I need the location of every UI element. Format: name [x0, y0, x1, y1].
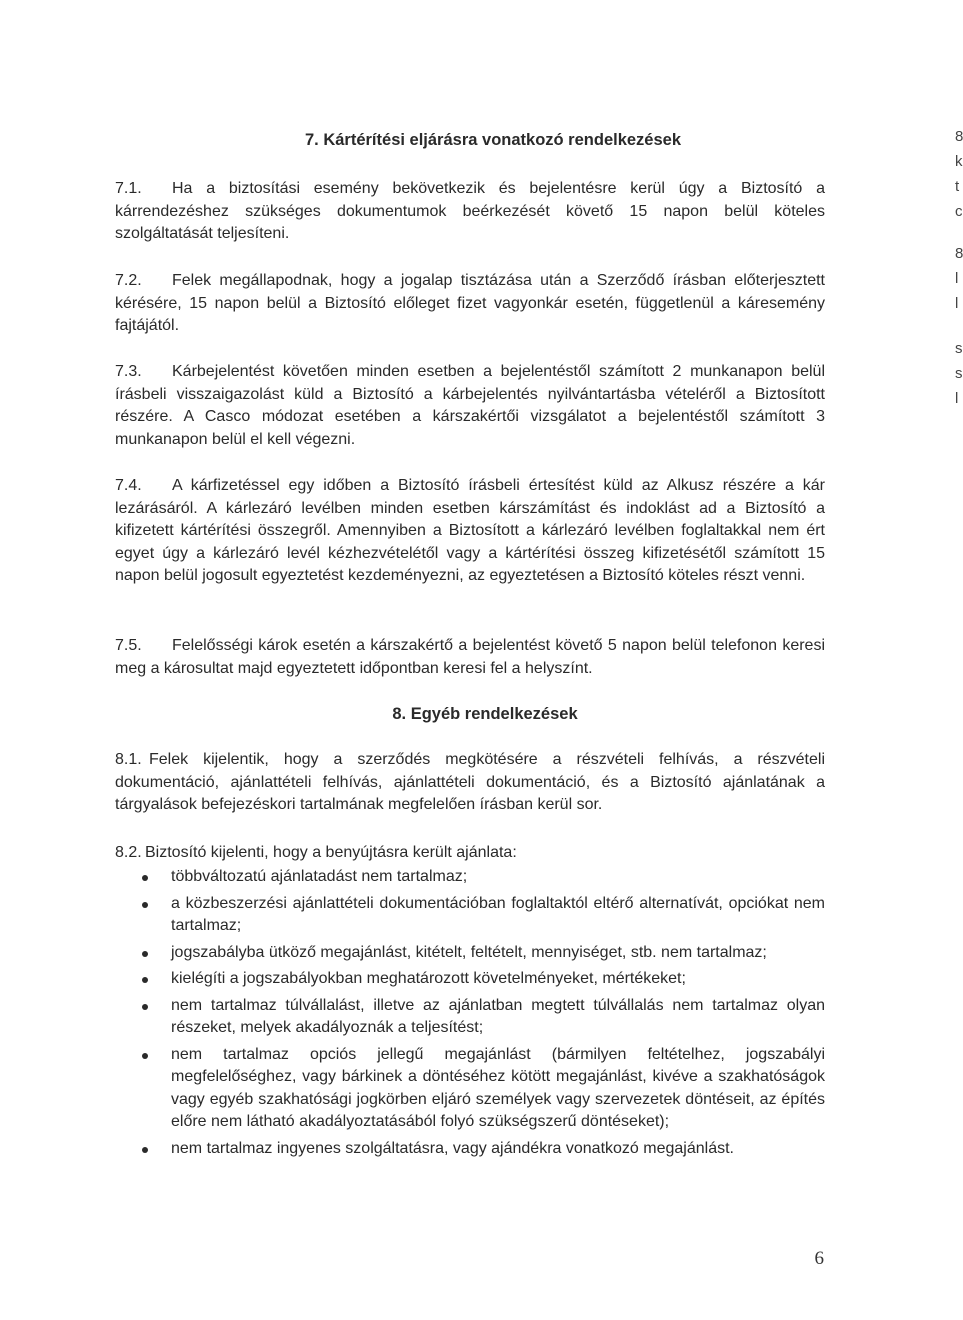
offer-conditions-list — [115, 866, 825, 1164]
bleed-letter: c — [955, 203, 963, 220]
list-item: nem tartalmaz opciós jellegű megajánlást (bármilyen feltételhez, jogszabályi megfelelőséghez, vagy bárkinek a döntéséhez kötött megajánlást, kivéve a szakhatóságok vagy egyéb szakhatósági jogkörben eljáró személyek vagy szervezetek döntéseit, az építés előre nem látható akadályoztatásából folyó szükségszerű döntéseket); — [115, 1044, 825, 1134]
bleed-letter: 8 — [955, 128, 963, 145]
bleed-letter: t — [955, 178, 960, 195]
bleed-letter: k — [955, 153, 963, 170]
bleed-letter: s — [955, 365, 963, 382]
paragraph-8-1 — [115, 749, 825, 817]
paragraph-text: A kárfizetéssel egy időben a Biztosító írásbeli értesítést küld az Alkusz részére a kár lezárásáról. A kárlezáró levélben minden esetben kárszámítást és indoklást ad a Biztosító a kifizetett kártérítési összegről. Amennyiben a Biztosított a kárlezáró levélben foglaltakkal nem ért egyet úgy a kárlezáró levél kézhezvételétől vagy a kártérítési összeg kifizetésétől számított 15 napon belül jogosult egyeztetést kezdeményezni, az egyeztetésen a Biztosító köteles részt venni. — [115, 477, 825, 584]
list-item: nem tartalmaz túlvállalást, illetve az ajánlatban megtett túlvállalás nem tartalmaz olyan részeket, melyek akadályoznák a teljesítést; — [115, 995, 825, 1040]
list-item: többváltozatú ajánlatadást nem tartalmaz; — [115, 866, 825, 889]
paragraph-number: 7.4. — [115, 477, 142, 494]
paragraph-number: 8.1. — [115, 751, 142, 768]
paragraph-7-3 — [115, 361, 825, 451]
bleed-letter: l — [955, 390, 959, 407]
list-item: kielégíti a jogszabályokban meghatározott követelményeket, mértékeket; — [115, 968, 825, 991]
paragraph-8-2 — [115, 842, 825, 865]
paragraph-7-2 — [115, 270, 825, 338]
section-8-title: 8. Egyéb rendelkezések — [392, 705, 578, 723]
list-item: nem tartalmaz ingyenes szolgáltatásra, vagy ajándékra vonatkozó megajánlást. — [115, 1138, 825, 1161]
bleed-letter: 8 — [955, 245, 963, 262]
page-number: 6 — [814, 1248, 824, 1269]
bleed-letter: s — [955, 340, 963, 357]
section-7-title: 7. Kártérítési eljárásra vonatkozó rendelkezések — [304, 131, 682, 149]
paragraph-text: Kárbejelentést követően minden esetben a bejelentéstől számított 2 munkanapon belül írásbeli visszaigazolást küld a Biztosító a kárbejelentés nyilvántartásba vételéről a Biztosított részére. A Casco módozat esetében a kárszakértői vizsgálatot a bejelentéstől számított 3 munkanapon belül el kell végezni. — [115, 363, 825, 448]
paragraph-7-4 — [115, 475, 825, 588]
paragraph-number: 7.5. — [115, 637, 142, 654]
paragraph-number: 8.2. — [115, 844, 142, 861]
paragraph-text: Felek kijelentik, hogy a szerződés megkötésére a részvételi felhívás, a részvételi dokumentáció, ajánlattételi felhívás, ajánlattételi dokumentáció, és a Biztosító ajánlatának a tárgyalások befejezéskori tartalmának megfelelően írásban kerül sor. — [115, 751, 825, 813]
bleed-letter: l — [955, 270, 959, 287]
paragraph-7-5 — [115, 635, 825, 680]
paragraph-text: Biztosító kijelenti, hogy a benyújtásra került ajánlata: — [145, 844, 517, 861]
paragraph-7-1 — [115, 178, 825, 246]
paragraph-number: 7.3. — [115, 363, 142, 380]
paragraph-number: 7.1. — [115, 180, 142, 197]
paragraph-number: 7.2. — [115, 272, 142, 289]
list-item: a közbeszerzési ajánlattételi dokumentációban foglaltaktól eltérő alternatívát, opciókat nem tartalmaz; — [115, 893, 825, 938]
list-item: jogszabályba ütköző megajánlást, kitételt, feltételt, mennyiséget, stb. nem tartalmaz; — [115, 942, 825, 965]
paragraph-text: Felek megállapodnak, hogy a jogalap tisztázása után a Szerződő írásban előterjesztett kérésére, 15 napon belül a Biztosító előleget fizet vagyonkár esetén, függetlenül a káresemény fajtájától. — [115, 272, 825, 334]
paragraph-text: Ha a biztosítási esemény bekövetkezik és bejelentésre kerül úgy a Biztosító a kárrendezéshez szükséges dokumentumok beérkezését követő 15 napon belül köteles szolgáltatását teljesíteni. — [115, 180, 825, 242]
paragraph-text: Felelősségi károk esetén a kárszakértő a bejelentést követő 5 napon belül telefonon keresi meg a károsultat majd egyeztetett időpontban keresi fel a helyszínt. — [115, 637, 825, 677]
bleed-letter: l — [955, 295, 959, 312]
